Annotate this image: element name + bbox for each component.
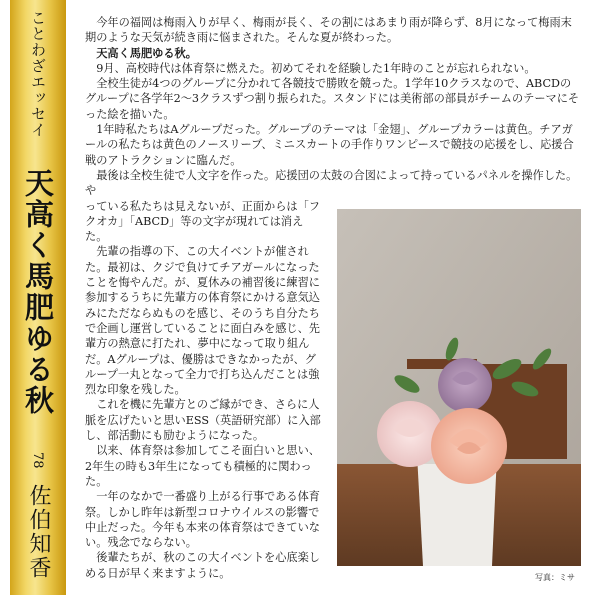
paragraph: っている私たちは見えないが、正面からは「フクオカ」「ABCD」等の文字が現れては消えた。 — [85, 199, 320, 244]
paragraph: 以来、体育祭は参加してこそ面白いと思い、2年生の時も3年生になっても積極的に関わった。 — [85, 444, 320, 488]
issue-number: 78 — [30, 452, 45, 469]
essay-title: 天高く馬肥ゆる秋 — [21, 168, 55, 416]
paragraph: 今年の福岡は梅雨入りが早く、梅雨が長く、その割にはあまり雨が降らず、8月になって梅雨末期のような天気が続き雨に悩まされた。そんな夏が終わった。 — [85, 16, 572, 45]
paragraph: 先輩の指導の下、この大イベントが催された。最初は、クジで負けてチアガールになったことを悔やんだ。が、夏休みの補習後に練習に参加するうちに先輩方の体育祭にかける意気込みにただならぬものを感じ、そのうち自分たちで企画し運営していることに面白みを感じ、先輩方の熱意に打たれ、夢中になって取り組んだ。Aグループは、優勝はできなかったが、グループ一丸となって全力で打ち込んだことは強烈な印象を残した。 — [85, 245, 320, 397]
roses-photo — [337, 209, 581, 566]
paragraph: 9月、高校時代は体育祭に燃えた。初めてそれを経験した1年時のことが忘れられない。 — [96, 61, 536, 75]
paragraph: 全校生徒が4つのグループに分かれて各競技で勝敗を競った。1学年10クラスなので、ABCDのグループに各学年2〜3クラスずつ割り振られた。スタンドには美術部の部員がチームのテーマにそった絵を描いた。 — [85, 77, 580, 121]
paragraph: 1年時私たちはAグループだった。グループのテーマは「金翅」、グループカラーは黄色。チアガールの私たちは黄色のノースリーブ、ミニスカートの手作りワンピースで競技の応援をし、応援合戦のアトラクションに臨んだ。 — [85, 123, 574, 167]
paragraph: 一年のなかで一番盛り上がる行事である体育祭。しかし昨年は新型コロナウイルスの影響で中止だった。今年も本来の体育祭はできていない。残念でならない。 — [85, 490, 320, 550]
series-label: ことわざエッセイ — [29, 10, 47, 138]
paragraph: 最後は全校生徒で人文字を作った。応援団の太鼓の合図によって持っているパネルを操作した。や — [85, 168, 578, 198]
author-name: 佐伯知香 — [26, 484, 51, 580]
essay-heading: 天高く馬肥ゆる秋。 — [96, 45, 197, 60]
paragraph: 後輩たちが、秋のこの大イベントを心底楽しめる日が早く来ますように。 — [85, 551, 320, 580]
paragraph: これを機に先輩方とのご縁ができ、さらに人脈を広げたいと思いESS（英語研究部）に入部し、部活動にも励むようになった。 — [85, 398, 321, 443]
photo-credit: 写真：ミサ — [535, 573, 575, 582]
